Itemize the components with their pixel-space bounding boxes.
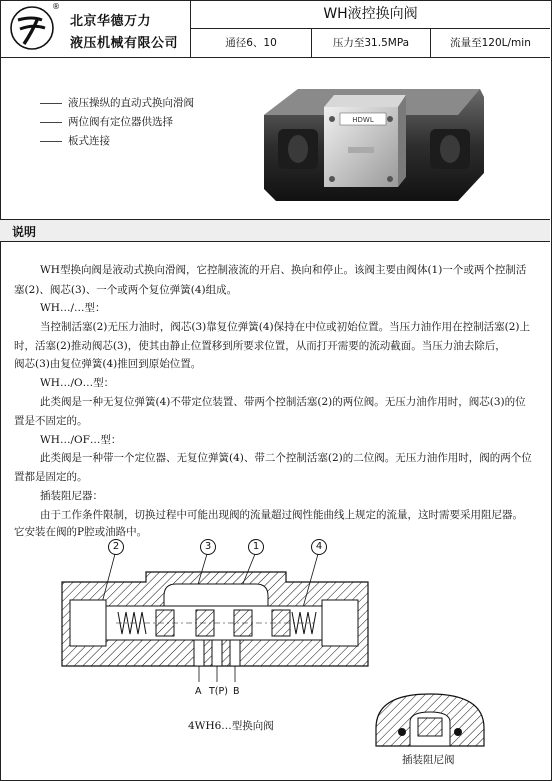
paragraph-line: 置都是固定的。 bbox=[14, 471, 88, 483]
port-label-b: B bbox=[233, 686, 240, 697]
paragraph-line: 当控制活塞(2)无压力油时，阀芯(3)靠复位弹簧(4)保持在中位或初始位置。当压力油作用在控制活塞(2)上 bbox=[40, 321, 530, 333]
svg-text:HDWL: HDWL bbox=[352, 116, 374, 124]
section-header bbox=[0, 219, 550, 242]
paragraph-line: WH型换向阀是液动式换向滑阀，它控制液流的开启、换向和停止。该阀主要由阀体(1)一个或两个控制活 bbox=[40, 264, 527, 276]
valve-section-diagram bbox=[56, 548, 372, 693]
section-title: 说明 bbox=[12, 225, 37, 239]
diagram-caption: 4WH6…型换向阀 bbox=[188, 720, 274, 732]
feature-item: 液压操纵的直动式换向滑阀 bbox=[40, 95, 194, 110]
spec-pressure: 压力至31.5MPa bbox=[312, 29, 431, 57]
callout-1: 1 bbox=[248, 539, 264, 555]
damper-caption: 插装阻尼阀 bbox=[402, 754, 455, 766]
feature-item: 两位阀有定位器供选择 bbox=[40, 114, 173, 129]
registered-mark: ® bbox=[52, 2, 60, 11]
port-label-a: A bbox=[195, 686, 202, 697]
paragraph-line: 阀芯(3)由复位弹簧(4)推回到原始位置。 bbox=[14, 358, 202, 370]
company-name-line2: 液压机械有限公司 bbox=[70, 36, 179, 51]
company-name-line1: 北京华德万力 bbox=[70, 14, 152, 29]
port-label-tp: T(P) bbox=[209, 686, 228, 697]
feature-item: 板式连接 bbox=[40, 133, 110, 148]
company-cell bbox=[0, 0, 191, 57]
paragraph-line: 此类阀是一种带一个定位器、无复位弹簧(4)、带二个控制活塞(2)的二位阀。无压力油作用时，阀的两个位 bbox=[40, 452, 532, 464]
callout-2: 2 bbox=[108, 539, 124, 555]
type-heading: 插装阻尼器： bbox=[40, 490, 103, 502]
type-heading: WH…/OF…型： bbox=[40, 434, 122, 446]
callout-4: 4 bbox=[311, 539, 327, 555]
paragraph-line: 塞(2)、阀芯(3)、一个或两个复位弹簧(4)组成。 bbox=[14, 284, 238, 296]
damper-detail-diagram bbox=[372, 688, 488, 750]
spec-size: 通径6、10 bbox=[191, 29, 312, 57]
paragraph-line: 由于工作条件限制，切换过程中可能出现阀的流量超过阀性能曲线上规定的流量，这时需要采用阻尼器。 bbox=[40, 509, 523, 521]
callout-3: 3 bbox=[200, 539, 216, 555]
paragraph-line: 置是不固定的。 bbox=[14, 415, 88, 427]
type-heading: WH…/…型： bbox=[40, 302, 106, 314]
paragraph-line: 时，活塞(2)推动阀芯(3)，使其由静止位置移到所要求位置，从而打开需要的流动截面。当压力油去除后， bbox=[14, 340, 506, 352]
company-logo-icon bbox=[8, 4, 56, 52]
valve-photo bbox=[258, 77, 490, 205]
paragraph-line: 它安装在阀的P腔或油路中。 bbox=[14, 526, 148, 538]
paragraph-line: 此类阀是一种无复位弹簧(4)不带定位装置、带两个控制活塞(2)的两位阀。无压力油作用时，阀芯(3)的位 bbox=[40, 396, 526, 408]
type-heading: WH…/O…型： bbox=[40, 377, 115, 389]
product-title: WH液控换向阀 bbox=[191, 0, 550, 29]
header bbox=[0, 0, 550, 58]
spec-flow: 流量至120L/min bbox=[450, 37, 531, 49]
